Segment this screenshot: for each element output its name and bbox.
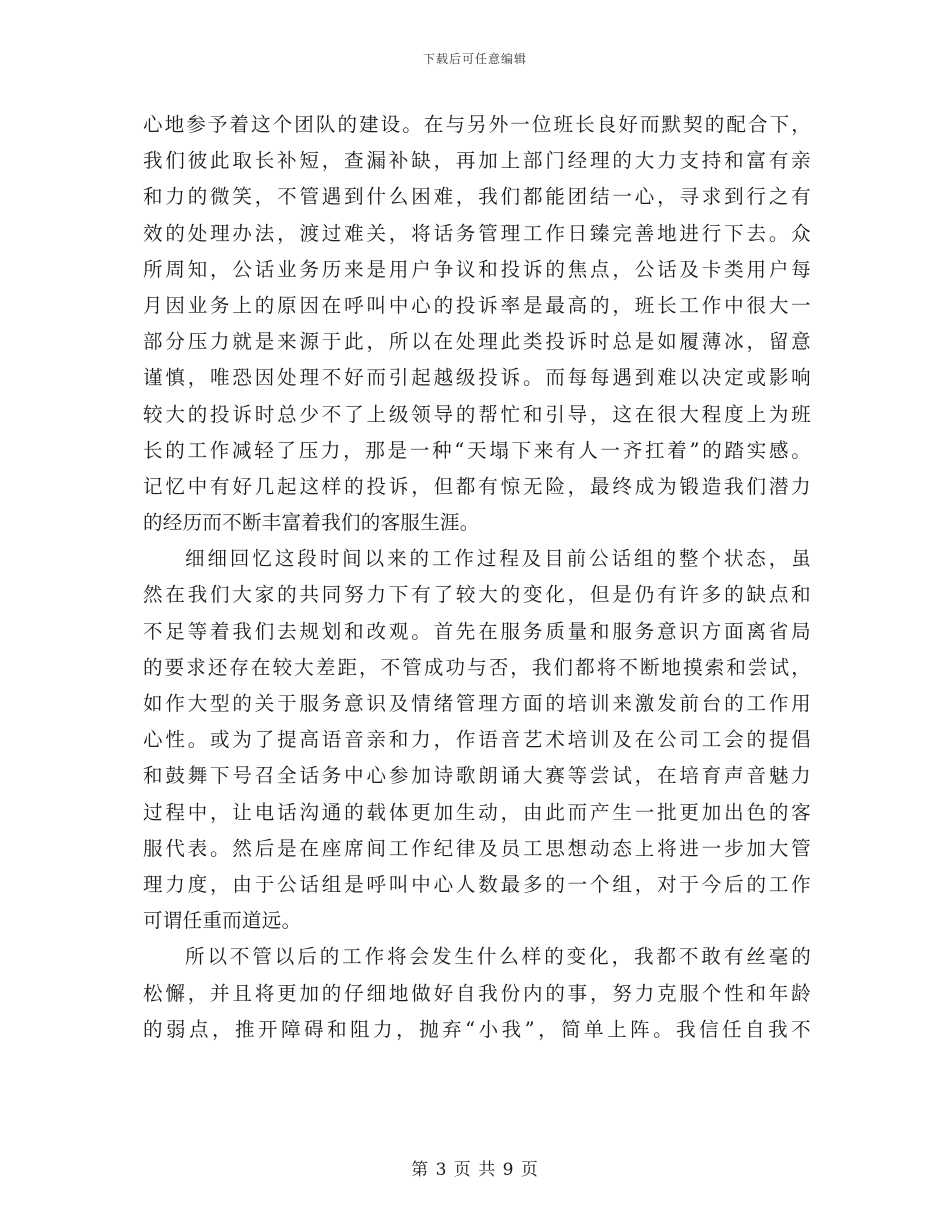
page-header: 下载后可任意编辑 xyxy=(422,52,527,66)
text-line: 所以不管以后的工作将会发生什么样的变化，我都不敢有丝毫的 xyxy=(185,945,811,969)
text-line: 谨慎，唯恐因处理不好而引起越级投诉。而每每遇到难以决定或影响 xyxy=(143,366,811,390)
text-line: 效的处理办法，渡过难关，将话务管理工作日臻完善地进行下去。众 xyxy=(143,221,811,245)
text-line: 的弱点，推开障碍和阻力，抛弃“小我”，简单上阵。我信任自我不 xyxy=(143,1017,811,1041)
text-line: 细细回忆这段时间以来的工作过程及目前公话组的整个状态，虽 xyxy=(185,547,811,571)
text-line: 不足等着我们去规划和改观。首先在服务质量和服务意识方面离省局 xyxy=(143,619,811,643)
document-body xyxy=(143,107,811,1048)
text-line: 心性。或为了提高语音亲和力，作语音艺术培训及在公司工会的提倡 xyxy=(143,728,811,752)
text-line: 我们彼此取长补短，查漏补缺，再加上部门经理的大力支持和富有亲 xyxy=(143,149,811,173)
text-line: 长的工作减轻了压力，那是一种“天塌下来有人一齐扛着”的踏实感。 xyxy=(143,438,811,462)
paragraph xyxy=(143,541,811,939)
text-line: 和力的微笑，不管遇到什么困难，我们都能团结一心，寻求到行之有 xyxy=(143,185,811,209)
text-line: 然在我们大家的共同努力下有了较大的变化，但是仍有许多的缺点和 xyxy=(143,583,811,607)
text-line: 的要求还存在较大差距，不管成功与否，我们都将不断地摸索和尝试， xyxy=(143,655,811,679)
text-line: 理力度，由于公话组是呼叫中心人数最多的一个组，对于今后的工作 xyxy=(143,872,811,896)
text-line: 月因业务上的原因在呼叫中心的投诉率是最高的，班长工作中很大一 xyxy=(143,293,811,317)
text-line: 服代表。然后是在座席间工作纪律及员工思想动态上将进一步加大管 xyxy=(143,836,811,860)
text-line: 可谓任重而道远。 xyxy=(143,909,302,933)
page-number: 第 3 页 共 9 页 xyxy=(411,1160,539,1180)
text-line: 如作大型的关于服务意识及情绪管理方面的培训来激发前台的工作用 xyxy=(143,692,811,715)
text-line: 心地参予着这个团队的建设。在与另外一位班长良好而默契的配合下， xyxy=(143,113,811,136)
paragraph xyxy=(143,107,811,541)
text-line: 部分压力就是来源于此，所以在处理此类投诉时总是如履薄冰，留意 xyxy=(143,330,811,354)
text-line: 所周知，公话业务历来是用户争议和投诉的焦点，公话及卡类用户每 xyxy=(143,257,811,281)
text-line: 记忆中有好几起这样的投诉，但都有惊无险，最终成为锻造我们潜力 xyxy=(143,474,811,498)
text-line: 松懈，并且将更加的仔细地做好自我份内的事，努力克服个性和年龄 xyxy=(143,981,811,1005)
text-line: 过程中，让电话沟通的载体更加生动，由此而产生一批更加出色的客 xyxy=(143,800,811,824)
text-line: 的经历而不断丰富着我们的客服生涯。 xyxy=(143,511,480,535)
text-line: 较大的投诉时总少不了上级领导的帮忙和引导，这在很大程度上为班 xyxy=(143,402,811,426)
text-line: 和鼓舞下号召全话务中心参加诗歌朗诵大赛等尝试，在培育声音魅力 xyxy=(143,764,811,788)
paragraph xyxy=(143,939,811,1048)
